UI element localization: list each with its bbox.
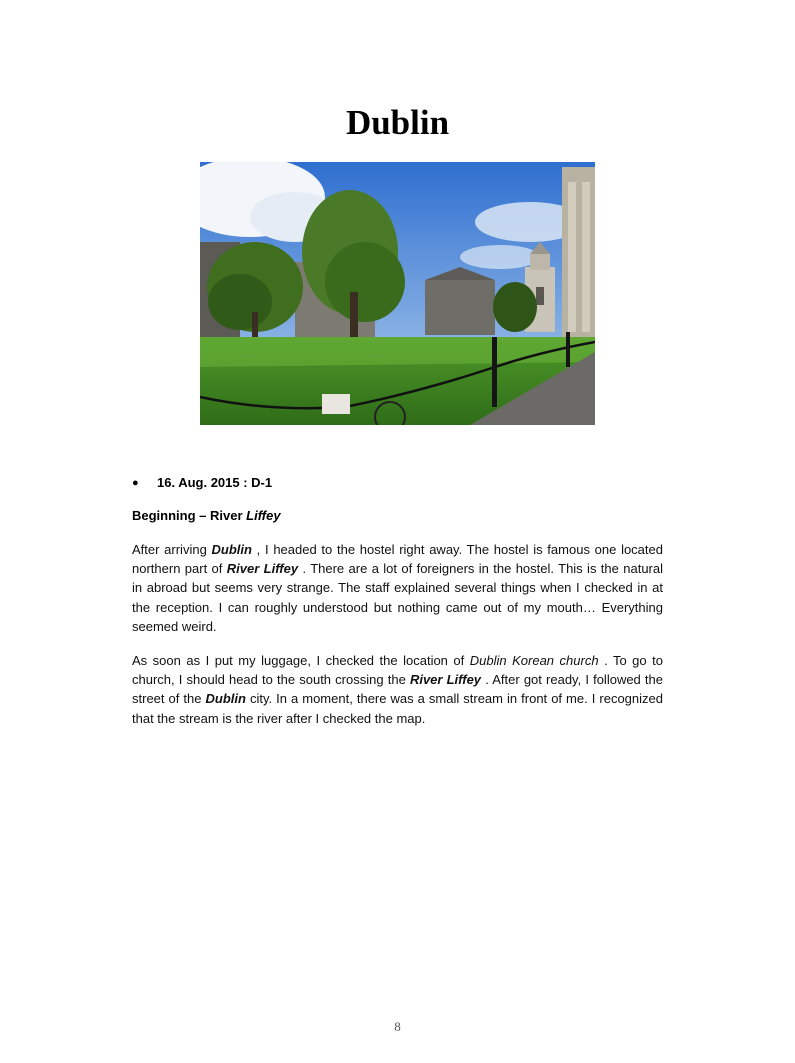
paragraph-arrival xyxy=(132,540,663,636)
text-run: city. In a moment, there was a small stream in front of me. I recognized that the stream is the river after I checked the map. xyxy=(132,691,663,726)
bullet-icon: ● xyxy=(132,477,139,489)
emphasis-dublin: Dublin xyxy=(205,691,246,707)
emphasis-dublin: Dublin xyxy=(211,542,252,557)
photo-illustration xyxy=(200,162,595,425)
section-heading-italic: Liffey xyxy=(246,508,281,523)
text-run: , I headed to the hostel right away. The hostel is famous one located northern part of xyxy=(132,542,663,577)
paragraph-church xyxy=(132,651,663,728)
entry-date: 16. Aug. 2015 : D-1 xyxy=(157,475,273,490)
section-heading xyxy=(132,508,281,523)
section-heading-text: Beginning – River xyxy=(132,508,247,523)
dublin-photo xyxy=(200,162,595,425)
text-run: . There are a lot of foreigners in the hostel. This is the natural in abroad but seems very strange. The staff explained several things when I checked in at the reception. I can roughly understood but nothing came out of my mouth… Everything seemed weird. xyxy=(132,561,663,634)
page-title: Dublin xyxy=(345,103,450,142)
text-run: . To go to church, I should head to the south crossing the xyxy=(132,653,663,688)
emphasis-river-liffey: River Liffey xyxy=(226,561,299,577)
text-run: After arriving xyxy=(132,542,212,557)
text-run: As soon as I put my luggage, I checked the location of xyxy=(132,653,470,668)
text-run: . After got ready, I followed the street of the xyxy=(132,672,664,707)
italic-church-name: Dublin Korean church xyxy=(469,653,599,668)
emphasis-river-liffey: River Liffey xyxy=(409,672,482,688)
page-number: 8 xyxy=(394,1019,401,1034)
